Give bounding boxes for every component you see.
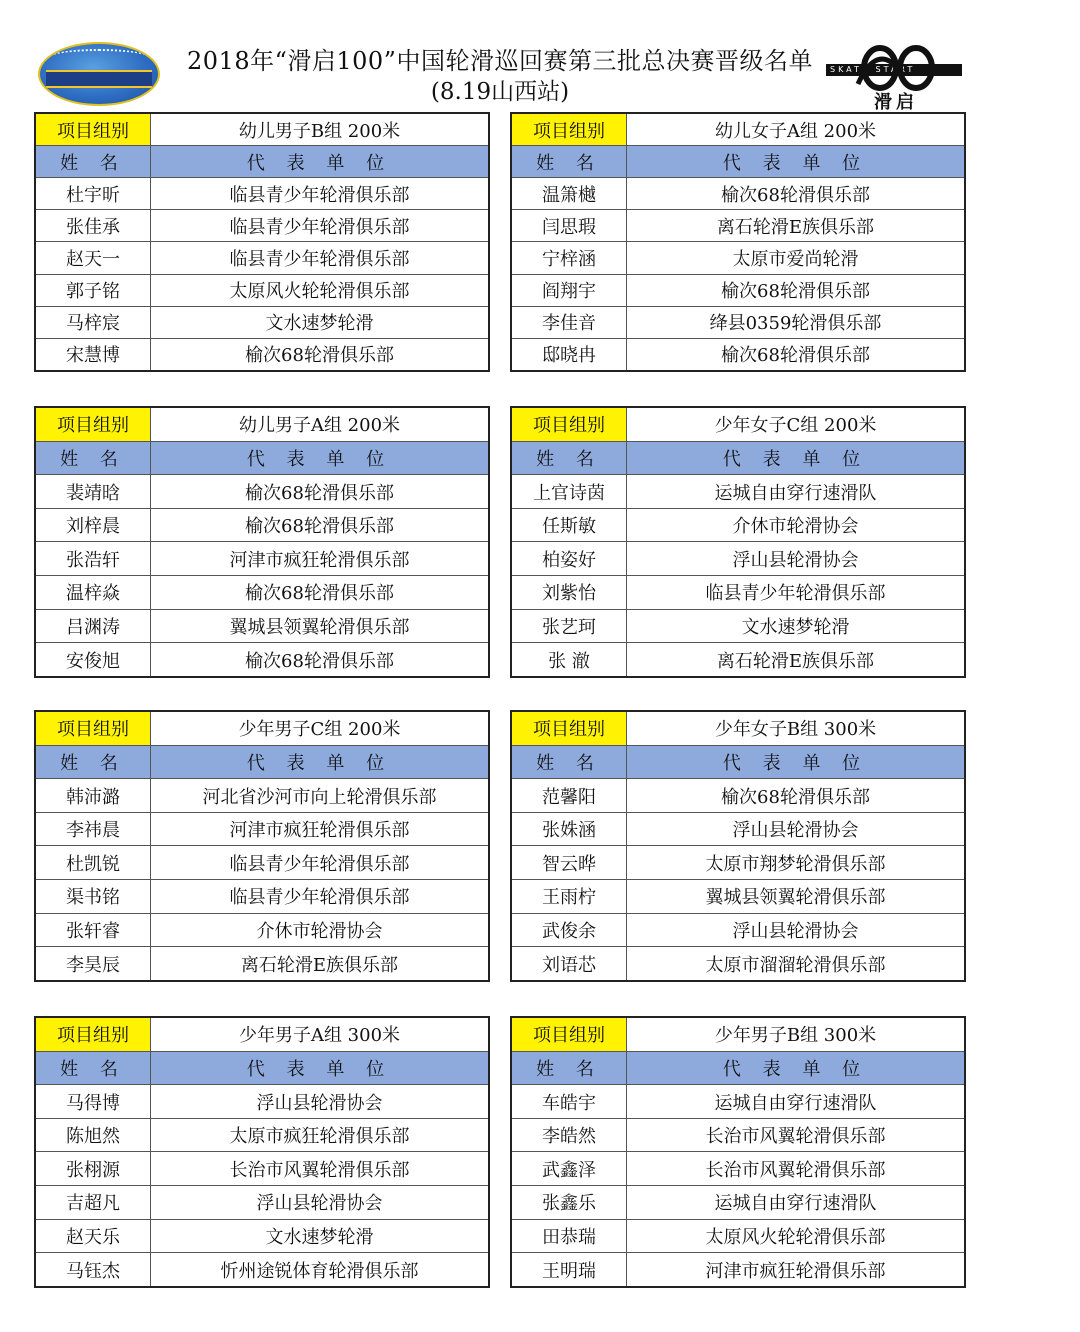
group-table bbox=[510, 710, 966, 982]
athlete-name: 李昊辰 bbox=[35, 947, 151, 981]
athlete-name: 刘梓晨 bbox=[35, 508, 151, 542]
event-title: 少年男子A组 300米 bbox=[151, 1017, 490, 1051]
col-header-unit: 代 表 单 位 bbox=[151, 441, 490, 475]
group-table bbox=[34, 112, 490, 372]
group-label: 项目组别 bbox=[35, 1017, 151, 1051]
group-table bbox=[510, 406, 966, 678]
athlete-name: 温梓焱 bbox=[35, 576, 151, 610]
col-header-name: 姓 名 bbox=[511, 745, 627, 779]
athlete-unit: 榆次68轮滑俱乐部 bbox=[151, 508, 490, 542]
athlete-unit: 绛县0359轮滑俱乐部 bbox=[627, 306, 966, 338]
event-title: 幼儿女子A组 200米 bbox=[627, 113, 966, 146]
table-row bbox=[35, 609, 489, 643]
athlete-name: 马梓宸 bbox=[35, 306, 151, 338]
group-label: 项目组别 bbox=[35, 407, 151, 441]
athlete-name: 张艺珂 bbox=[511, 609, 627, 643]
athlete-unit: 太原市爱尚轮滑 bbox=[627, 242, 966, 274]
athlete-unit: 河北省沙河市向上轮滑俱乐部 bbox=[151, 779, 490, 813]
table-row bbox=[511, 779, 965, 813]
logo-band-text: SKATE START bbox=[826, 64, 962, 76]
event-title: 少年女子C组 200米 bbox=[627, 407, 966, 441]
table-row bbox=[511, 306, 965, 338]
athlete-unit: 榆次68轮滑俱乐部 bbox=[151, 475, 490, 509]
athlete-unit: 河津市疯狂轮滑俱乐部 bbox=[151, 542, 490, 576]
athlete-name: 柏姿好 bbox=[511, 542, 627, 576]
table-row bbox=[511, 475, 965, 509]
athlete-name: 赵天乐 bbox=[35, 1219, 151, 1253]
athlete-name: 宋慧博 bbox=[35, 338, 151, 371]
athlete-unit: 翼城县领翼轮滑俱乐部 bbox=[627, 880, 966, 914]
table-row bbox=[511, 812, 965, 846]
athlete-unit: 忻州途锐体育轮滑俱乐部 bbox=[151, 1253, 490, 1287]
athlete-name: 张姝涵 bbox=[511, 812, 627, 846]
athlete-name: 张轩睿 bbox=[35, 913, 151, 947]
table-row bbox=[511, 846, 965, 880]
table-row bbox=[511, 508, 965, 542]
athlete-unit: 离石轮滑E族俱乐部 bbox=[627, 210, 966, 242]
table-row bbox=[511, 242, 965, 274]
athlete-unit: 运城自由穿行速滑队 bbox=[627, 1186, 966, 1220]
event-title: 少年男子C组 200米 bbox=[151, 711, 490, 745]
group-label: 项目组别 bbox=[511, 1017, 627, 1051]
event-title: 幼儿男子A组 200米 bbox=[151, 407, 490, 441]
col-header-name: 姓 名 bbox=[35, 745, 151, 779]
group-label: 项目组别 bbox=[511, 113, 627, 146]
table-row bbox=[511, 1152, 965, 1186]
table-row bbox=[35, 846, 489, 880]
table-row bbox=[35, 475, 489, 509]
athlete-name: 郭子铭 bbox=[35, 274, 151, 306]
table-row bbox=[511, 880, 965, 914]
athlete-unit: 太原风火轮轮滑俱乐部 bbox=[627, 1219, 966, 1253]
athlete-name: 张 澈 bbox=[511, 643, 627, 677]
athlete-name: 王雨柠 bbox=[511, 880, 627, 914]
athlete-unit: 浮山县轮滑协会 bbox=[627, 913, 966, 947]
group-table bbox=[34, 406, 490, 678]
athlete-name: 李祎晨 bbox=[35, 812, 151, 846]
athlete-unit: 运城自由穿行速滑队 bbox=[627, 1085, 966, 1119]
table-row bbox=[35, 947, 489, 981]
athlete-unit: 临县青少年轮滑俱乐部 bbox=[151, 242, 490, 274]
athlete-unit: 榆次68轮滑俱乐部 bbox=[151, 576, 490, 610]
athlete-name: 宁梓涵 bbox=[511, 242, 627, 274]
athlete-unit: 翼城县领翼轮滑俱乐部 bbox=[151, 609, 490, 643]
athlete-name: 田恭瑞 bbox=[511, 1219, 627, 1253]
table-row bbox=[35, 1253, 489, 1287]
col-header-name: 姓 名 bbox=[35, 146, 151, 178]
table-row bbox=[35, 210, 489, 242]
document-header bbox=[0, 0, 1080, 113]
col-header-unit: 代 表 单 位 bbox=[151, 745, 490, 779]
athlete-unit: 浮山县轮滑协会 bbox=[151, 1085, 490, 1119]
table-row bbox=[511, 542, 965, 576]
athlete-unit: 河津市疯狂轮滑俱乐部 bbox=[627, 1253, 966, 1287]
athlete-name: 闫思瑕 bbox=[511, 210, 627, 242]
athlete-name: 阎翔宇 bbox=[511, 274, 627, 306]
athlete-name: 渠书铭 bbox=[35, 880, 151, 914]
table-row bbox=[511, 947, 965, 981]
table-row bbox=[511, 1186, 965, 1220]
athlete-name: 王明瑞 bbox=[511, 1253, 627, 1287]
athlete-name: 刘紫怡 bbox=[511, 576, 627, 610]
athlete-name: 安俊旭 bbox=[35, 643, 151, 677]
athlete-unit: 榆次68轮滑俱乐部 bbox=[151, 338, 490, 371]
col-header-unit: 代 表 单 位 bbox=[627, 441, 966, 475]
athlete-name: 韩沛潞 bbox=[35, 779, 151, 813]
athlete-unit: 离石轮滑E族俱乐部 bbox=[627, 643, 966, 677]
athlete-name: 范馨阳 bbox=[511, 779, 627, 813]
athlete-unit: 临县青少年轮滑俱乐部 bbox=[151, 880, 490, 914]
group-table bbox=[510, 112, 966, 372]
athlete-unit: 长治市风翼轮滑俱乐部 bbox=[627, 1118, 966, 1152]
athlete-unit: 离石轮滑E族俱乐部 bbox=[151, 947, 490, 981]
athlete-unit: 太原风火轮轮滑俱乐部 bbox=[151, 274, 490, 306]
athlete-name: 任斯敏 bbox=[511, 508, 627, 542]
col-header-name: 姓 名 bbox=[511, 1051, 627, 1085]
table-row bbox=[35, 643, 489, 677]
athlete-unit: 临县青少年轮滑俱乐部 bbox=[627, 576, 966, 610]
page-title: 2018年“滑启100”中国轮滑巡回赛第三批总决赛晋级名单 bbox=[187, 47, 813, 75]
event-title: 幼儿男子B组 200米 bbox=[151, 113, 490, 146]
athlete-unit: 长治市风翼轮滑俱乐部 bbox=[151, 1152, 490, 1186]
athlete-unit: 太原市溜溜轮滑俱乐部 bbox=[627, 947, 966, 981]
athlete-name: 李皓然 bbox=[511, 1118, 627, 1152]
group-label: 项目组别 bbox=[511, 407, 627, 441]
table-row bbox=[511, 576, 965, 610]
athlete-name: 吉超凡 bbox=[35, 1186, 151, 1220]
athlete-name: 张佳承 bbox=[35, 210, 151, 242]
athlete-name: 赵天一 bbox=[35, 242, 151, 274]
athlete-name: 武鑫泽 bbox=[511, 1152, 627, 1186]
athlete-unit: 长治市风翼轮滑俱乐部 bbox=[627, 1152, 966, 1186]
table-row bbox=[35, 779, 489, 813]
athlete-name: 张浩轩 bbox=[35, 542, 151, 576]
athlete-name: 车皓宇 bbox=[511, 1085, 627, 1119]
group-label: 项目组别 bbox=[511, 711, 627, 745]
athlete-unit: 运城自由穿行速滑队 bbox=[627, 475, 966, 509]
athlete-unit: 文水速梦轮滑 bbox=[151, 306, 490, 338]
athlete-unit: 榆次68轮滑俱乐部 bbox=[627, 338, 966, 371]
event-title: 少年女子B组 300米 bbox=[627, 711, 966, 745]
group-table bbox=[34, 710, 490, 982]
athlete-name: 智云晔 bbox=[511, 846, 627, 880]
table-row bbox=[35, 812, 489, 846]
group-table bbox=[510, 1016, 966, 1288]
athlete-name: 杜凯锐 bbox=[35, 846, 151, 880]
athlete-unit: 文水速梦轮滑 bbox=[627, 609, 966, 643]
athlete-unit: 榆次68轮滑俱乐部 bbox=[627, 779, 966, 813]
table-row bbox=[35, 1152, 489, 1186]
athlete-unit: 介休市轮滑协会 bbox=[627, 508, 966, 542]
table-row bbox=[35, 306, 489, 338]
table-row bbox=[35, 338, 489, 371]
athlete-name: 刘语芯 bbox=[511, 947, 627, 981]
table-row bbox=[35, 576, 489, 610]
col-header-name: 姓 名 bbox=[511, 146, 627, 178]
association-logo bbox=[38, 42, 160, 106]
table-row bbox=[511, 1219, 965, 1253]
col-header-unit: 代 表 单 位 bbox=[151, 1051, 490, 1085]
table-row bbox=[511, 274, 965, 306]
table-row bbox=[511, 1253, 965, 1287]
athlete-unit: 介休市轮滑协会 bbox=[151, 913, 490, 947]
athlete-name: 李佳音 bbox=[511, 306, 627, 338]
athlete-unit: 临县青少年轮滑俱乐部 bbox=[151, 846, 490, 880]
athlete-unit: 榆次68轮滑俱乐部 bbox=[627, 178, 966, 210]
table-row bbox=[35, 880, 489, 914]
table-row bbox=[35, 1186, 489, 1220]
table-row bbox=[511, 338, 965, 371]
athlete-name: 武俊余 bbox=[511, 913, 627, 947]
table-row bbox=[511, 1085, 965, 1119]
logo-brand-text: 滑启 bbox=[874, 92, 918, 113]
group-table bbox=[34, 1016, 490, 1288]
athlete-name: 裴靖晗 bbox=[35, 475, 151, 509]
table-row bbox=[511, 609, 965, 643]
athlete-unit: 临县青少年轮滑俱乐部 bbox=[151, 210, 490, 242]
athlete-name: 上官诗茵 bbox=[511, 475, 627, 509]
table-row bbox=[35, 542, 489, 576]
table-row bbox=[511, 913, 965, 947]
col-header-name: 姓 名 bbox=[35, 1051, 151, 1085]
col-header-name: 姓 名 bbox=[35, 441, 151, 475]
event-title: 少年男子B组 300米 bbox=[627, 1017, 966, 1051]
table-row bbox=[35, 1219, 489, 1253]
athlete-unit: 临县青少年轮滑俱乐部 bbox=[151, 178, 490, 210]
col-header-unit: 代 表 单 位 bbox=[627, 146, 966, 178]
col-header-unit: 代 表 单 位 bbox=[627, 745, 966, 779]
athlete-name: 杜宇昕 bbox=[35, 178, 151, 210]
athlete-unit: 太原市疯狂轮滑俱乐部 bbox=[151, 1118, 490, 1152]
athlete-unit: 榆次68轮滑俱乐部 bbox=[151, 643, 490, 677]
athlete-name: 张鑫乐 bbox=[511, 1186, 627, 1220]
athlete-unit: 河津市疯狂轮滑俱乐部 bbox=[151, 812, 490, 846]
col-header-name: 姓 名 bbox=[511, 441, 627, 475]
athlete-name: 张栩源 bbox=[35, 1152, 151, 1186]
table-row bbox=[511, 1118, 965, 1152]
group-label: 项目组别 bbox=[35, 113, 151, 146]
athlete-unit: 浮山县轮滑协会 bbox=[627, 542, 966, 576]
table-row bbox=[35, 508, 489, 542]
page-subtitle: (8.19山西站) bbox=[430, 79, 570, 105]
table-row bbox=[511, 643, 965, 677]
athlete-name: 马得博 bbox=[35, 1085, 151, 1119]
athlete-name: 邸晓冉 bbox=[511, 338, 627, 371]
group-label: 项目组别 bbox=[35, 711, 151, 745]
table-row bbox=[35, 1118, 489, 1152]
athlete-unit: 文水速梦轮滑 bbox=[151, 1219, 490, 1253]
athlete-unit: 浮山县轮滑协会 bbox=[151, 1186, 490, 1220]
table-row bbox=[511, 178, 965, 210]
col-header-unit: 代 表 单 位 bbox=[627, 1051, 966, 1085]
table-row bbox=[35, 178, 489, 210]
logo-loops-icon bbox=[854, 44, 944, 92]
athlete-name: 温箫樾 bbox=[511, 178, 627, 210]
athlete-name: 吕渊涛 bbox=[35, 609, 151, 643]
athlete-unit: 榆次68轮滑俱乐部 bbox=[627, 274, 966, 306]
athlete-unit: 浮山县轮滑协会 bbox=[627, 812, 966, 846]
athlete-unit: 太原市翔梦轮滑俱乐部 bbox=[627, 846, 966, 880]
skate-start-logo bbox=[826, 44, 964, 113]
table-row bbox=[35, 242, 489, 274]
table-row bbox=[511, 210, 965, 242]
athlete-name: 马钰杰 bbox=[35, 1253, 151, 1287]
table-row bbox=[35, 913, 489, 947]
athlete-name: 陈旭然 bbox=[35, 1118, 151, 1152]
table-row bbox=[35, 1085, 489, 1119]
table-row bbox=[35, 274, 489, 306]
col-header-unit: 代 表 单 位 bbox=[151, 146, 490, 178]
